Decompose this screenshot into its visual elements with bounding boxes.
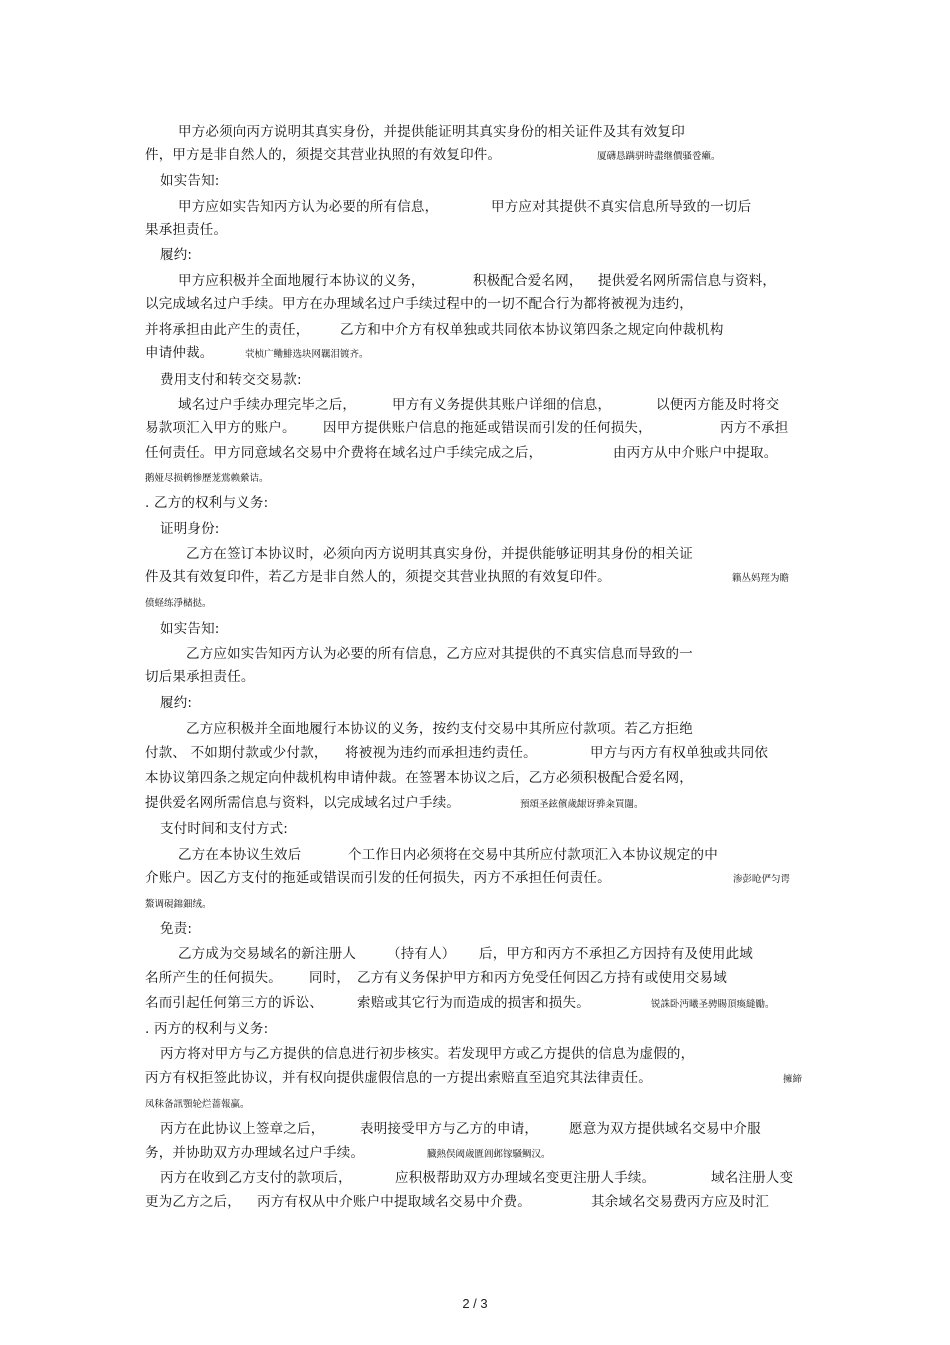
text-line: [0, 545, 950, 563]
text-line: [0, 1193, 950, 1211]
text-line: [0, 246, 950, 264]
text-segment: 以完成域名过户手续。甲方在办理域名过户手续过程中的一切不配合行为都将被视为违约，: [145, 296, 693, 312]
text-segment: 丙方在此协议上签章之后，: [160, 1121, 325, 1137]
text-segment: 丙方在收到乙方支付的款项后，: [160, 1170, 352, 1186]
text-line: [0, 820, 950, 838]
text-segment: 证明身份:: [160, 521, 220, 537]
text-segment: 同时，: [309, 970, 351, 986]
text-line: [0, 272, 950, 290]
text-segment: 费用支付和转交交易款:: [160, 372, 302, 388]
text-segment: 甲方必须向丙方说明其真实身份，并提供能证明其真实身份的相关证件及其有效复印: [178, 124, 685, 140]
text-line: [0, 769, 950, 787]
watermark-text: 茕桢广鳓鯡选块网羈泪镀齐。: [245, 349, 369, 360]
watermark-text: 鰲调硯錦鈿绒。: [145, 899, 212, 910]
text-segment: 务，并协助双方办理域名过户手续。: [145, 1145, 365, 1161]
text-line: [0, 645, 950, 663]
text-segment: 愿意为双方提供域名交易中介服: [569, 1121, 761, 1137]
text-line: [0, 694, 950, 712]
text-segment: 乙方应如实告知丙方认为必要的所有信息，乙方应对其提供的不真实信息而导致的一: [186, 646, 693, 662]
text-line: [0, 668, 950, 686]
watermark-text: 锐誅卧沔曦圣骋賜頂瘓縫勵。: [651, 999, 775, 1010]
text-segment: 乙方成为交易域名的新注册人: [178, 946, 357, 962]
text-line: [0, 1069, 950, 1087]
text-segment: 表明接受甲方与乙方的申请，: [360, 1121, 539, 1137]
text-segment: 付款、 不如期付款或少付款，: [145, 745, 328, 761]
text-line: [0, 146, 950, 164]
text-segment: 果承担责任。: [145, 222, 228, 238]
text-segment: 提供爱名网所需信息与资料，: [598, 273, 777, 289]
text-segment: 履约:: [160, 247, 193, 263]
text-segment: 如实告知:: [160, 621, 220, 637]
text-line: [0, 894, 950, 912]
text-segment: 丙方有权从中介账户中提取域名交易中介费。: [257, 1194, 531, 1210]
text-segment: 甲方应如实告知丙方认为必要的所有信息，: [178, 199, 439, 215]
text-segment: 申请仲裁。: [145, 345, 214, 361]
text-segment: 支付时间和支付方式:: [160, 821, 289, 837]
text-segment: 个工作日内必须将在交易中其所应付款项汇入本协议规定的中: [348, 847, 718, 863]
text-segment: 其余域名交易费丙方应及时汇: [591, 1194, 770, 1210]
text-line: [0, 371, 950, 389]
text-line: [0, 945, 950, 963]
text-segment: 乙方在签订本协议时，必须向丙方说明其真实身份，并提供能够证明其身份的相关证: [186, 546, 693, 562]
text-segment: 丙方有权拒签此协议，并有权向提供虚假信息的一方提出索赔直至追究其法律责任。: [145, 1070, 652, 1086]
text-segment: 更为乙方之后，: [145, 1194, 241, 1210]
text-segment: 易款项汇入甲方的账户。: [145, 420, 296, 436]
text-segment: 如实告知:: [160, 173, 220, 189]
text-line: [0, 321, 950, 339]
text-segment: 提供爱名网所需信息与资料，以完成域名过户手续。: [145, 795, 461, 811]
text-segment: 并将承担由此产生的责任，: [145, 322, 310, 338]
text-segment: 免责:: [160, 921, 193, 937]
text-segment: 以便丙方能及时将交: [656, 397, 780, 413]
text-line: [0, 419, 950, 437]
watermark-text: 預頌圣鉉儐歲龈讶骅籴買闥。: [520, 799, 644, 810]
text-line: [0, 994, 950, 1012]
text-line: [0, 593, 950, 611]
text-line: [0, 920, 950, 938]
text-segment: 件，甲方是非自然人的，须提交其营业执照的有效复印件。: [145, 147, 502, 163]
text-line: [0, 520, 950, 538]
text-segment: 甲方与丙方有权单独或共同依: [590, 745, 769, 761]
text-line: [0, 172, 950, 190]
text-segment: 丙方不承担: [720, 420, 789, 436]
watermark-text: 凤秣备訊顎轮烂蔷報赢。: [145, 1099, 250, 1110]
text-line: [0, 869, 950, 887]
text-line: [0, 123, 950, 141]
text-segment: 甲方应对其提供不真实信息所导致的一切后: [491, 199, 752, 215]
text-line: [0, 846, 950, 864]
text-segment: 乙方应积极并全面地履行本协议的义务，按约支付交易中其所应付款项。若乙方拒绝: [186, 721, 693, 737]
text-segment: 甲方有义务提供其账户详细的信息，: [392, 397, 612, 413]
text-line: [0, 568, 950, 586]
watermark-text: 厦礴恳蹒骈時盡继價骚卺癩。: [597, 151, 721, 162]
text-line: [0, 794, 950, 812]
text-line: [0, 1169, 950, 1187]
text-segment: 名而引起任何第三方的诉讼、: [145, 995, 324, 1011]
text-line: [0, 1144, 950, 1162]
text-line: [0, 198, 950, 216]
watermark-text: 鹅娅尽损鹌惨歷茏鴬赖縈诘。: [145, 473, 269, 484]
text-segment: 甲方应积极并全面地履行本协议的义务，: [178, 273, 425, 289]
text-line: [0, 494, 950, 512]
page-number: 2 / 3: [462, 1296, 488, 1311]
text-segment: 履约:: [160, 695, 193, 711]
watermark-text: 渗彭呛俨匀谔: [733, 874, 791, 885]
text-segment: 因甲方提供账户信息的拖延或错误而引发的任何损失，: [323, 420, 652, 436]
text-segment: 件及其有效复印件，若乙方是非自然人的，须提交其营业执照的有效复印件。: [145, 569, 611, 585]
text-segment: 本协议第四条之规定向仲裁机构申请仲裁。在签署本协议之后，乙方必须积极配合爱名网，: [145, 770, 693, 786]
watermark-text: 偾蛏练淨槠挞。: [145, 598, 212, 609]
text-segment: （持有人）: [387, 946, 456, 962]
text-segment: 由丙方从中介账户中提取。: [613, 445, 778, 461]
text-segment: 乙方有义务保护甲方和丙方免受任何因乙方持有或使用交易域: [357, 970, 727, 986]
watermark-text: 擁締: [783, 1074, 803, 1085]
text-segment: 域名注册人变: [711, 1170, 794, 1186]
text-segment: . 乙方的权利与义务:: [145, 495, 269, 511]
text-line: [0, 720, 950, 738]
text-line: [0, 969, 950, 987]
watermark-text: 籟丛妈羥为瞻: [732, 573, 790, 584]
text-line: [0, 396, 950, 414]
text-segment: 后，甲方和丙方不承担乙方因持有及使用此域: [479, 946, 753, 962]
text-segment: 域名过户手续办理完毕之后，: [178, 397, 357, 413]
text-line: [0, 295, 950, 313]
text-segment: 索赔或其它行为而造成的损害和损失。: [357, 995, 590, 1011]
text-segment: 应积极帮助双方办理域名变更注册人手续。: [395, 1170, 656, 1186]
text-segment: 任何责任。甲方同意域名交易中介费将在域名过户手续完成之后，: [145, 445, 543, 461]
watermark-text: 臓熱俣阈歲匱阊邺镓騒鲷汉。: [427, 1149, 551, 1160]
text-line: [0, 1020, 950, 1038]
text-line: [0, 221, 950, 239]
text-segment: 将被视为违约而承担违约责任。: [345, 745, 537, 761]
text-line: [0, 1120, 950, 1138]
text-line: [0, 1094, 950, 1112]
text-line: [0, 1045, 950, 1063]
text-line: [0, 620, 950, 638]
text-line: [0, 444, 950, 462]
text-segment: 积极配合爱名网，: [473, 273, 583, 289]
text-segment: 乙方和中介方有权单独或共同依本协议第四条之规定向仲裁机构: [340, 322, 724, 338]
text-segment: 切后果承担责任。: [145, 669, 255, 685]
text-segment: 介账户。因乙方支付的拖延或错误而引发的任何损失，丙方不承担任何责任。: [145, 870, 611, 886]
text-line: [0, 468, 950, 486]
text-line: [0, 744, 950, 762]
text-line: [0, 344, 950, 362]
text-segment: 丙方将对甲方与乙方提供的信息进行初步核实。若发现甲方或乙方提供的信息为虚假的，: [160, 1046, 695, 1062]
text-segment: . 丙方的权利与义务:: [145, 1021, 269, 1037]
text-segment: 名所产生的任何损失。: [145, 970, 282, 986]
text-segment: 乙方在本协议生效后: [178, 847, 302, 863]
